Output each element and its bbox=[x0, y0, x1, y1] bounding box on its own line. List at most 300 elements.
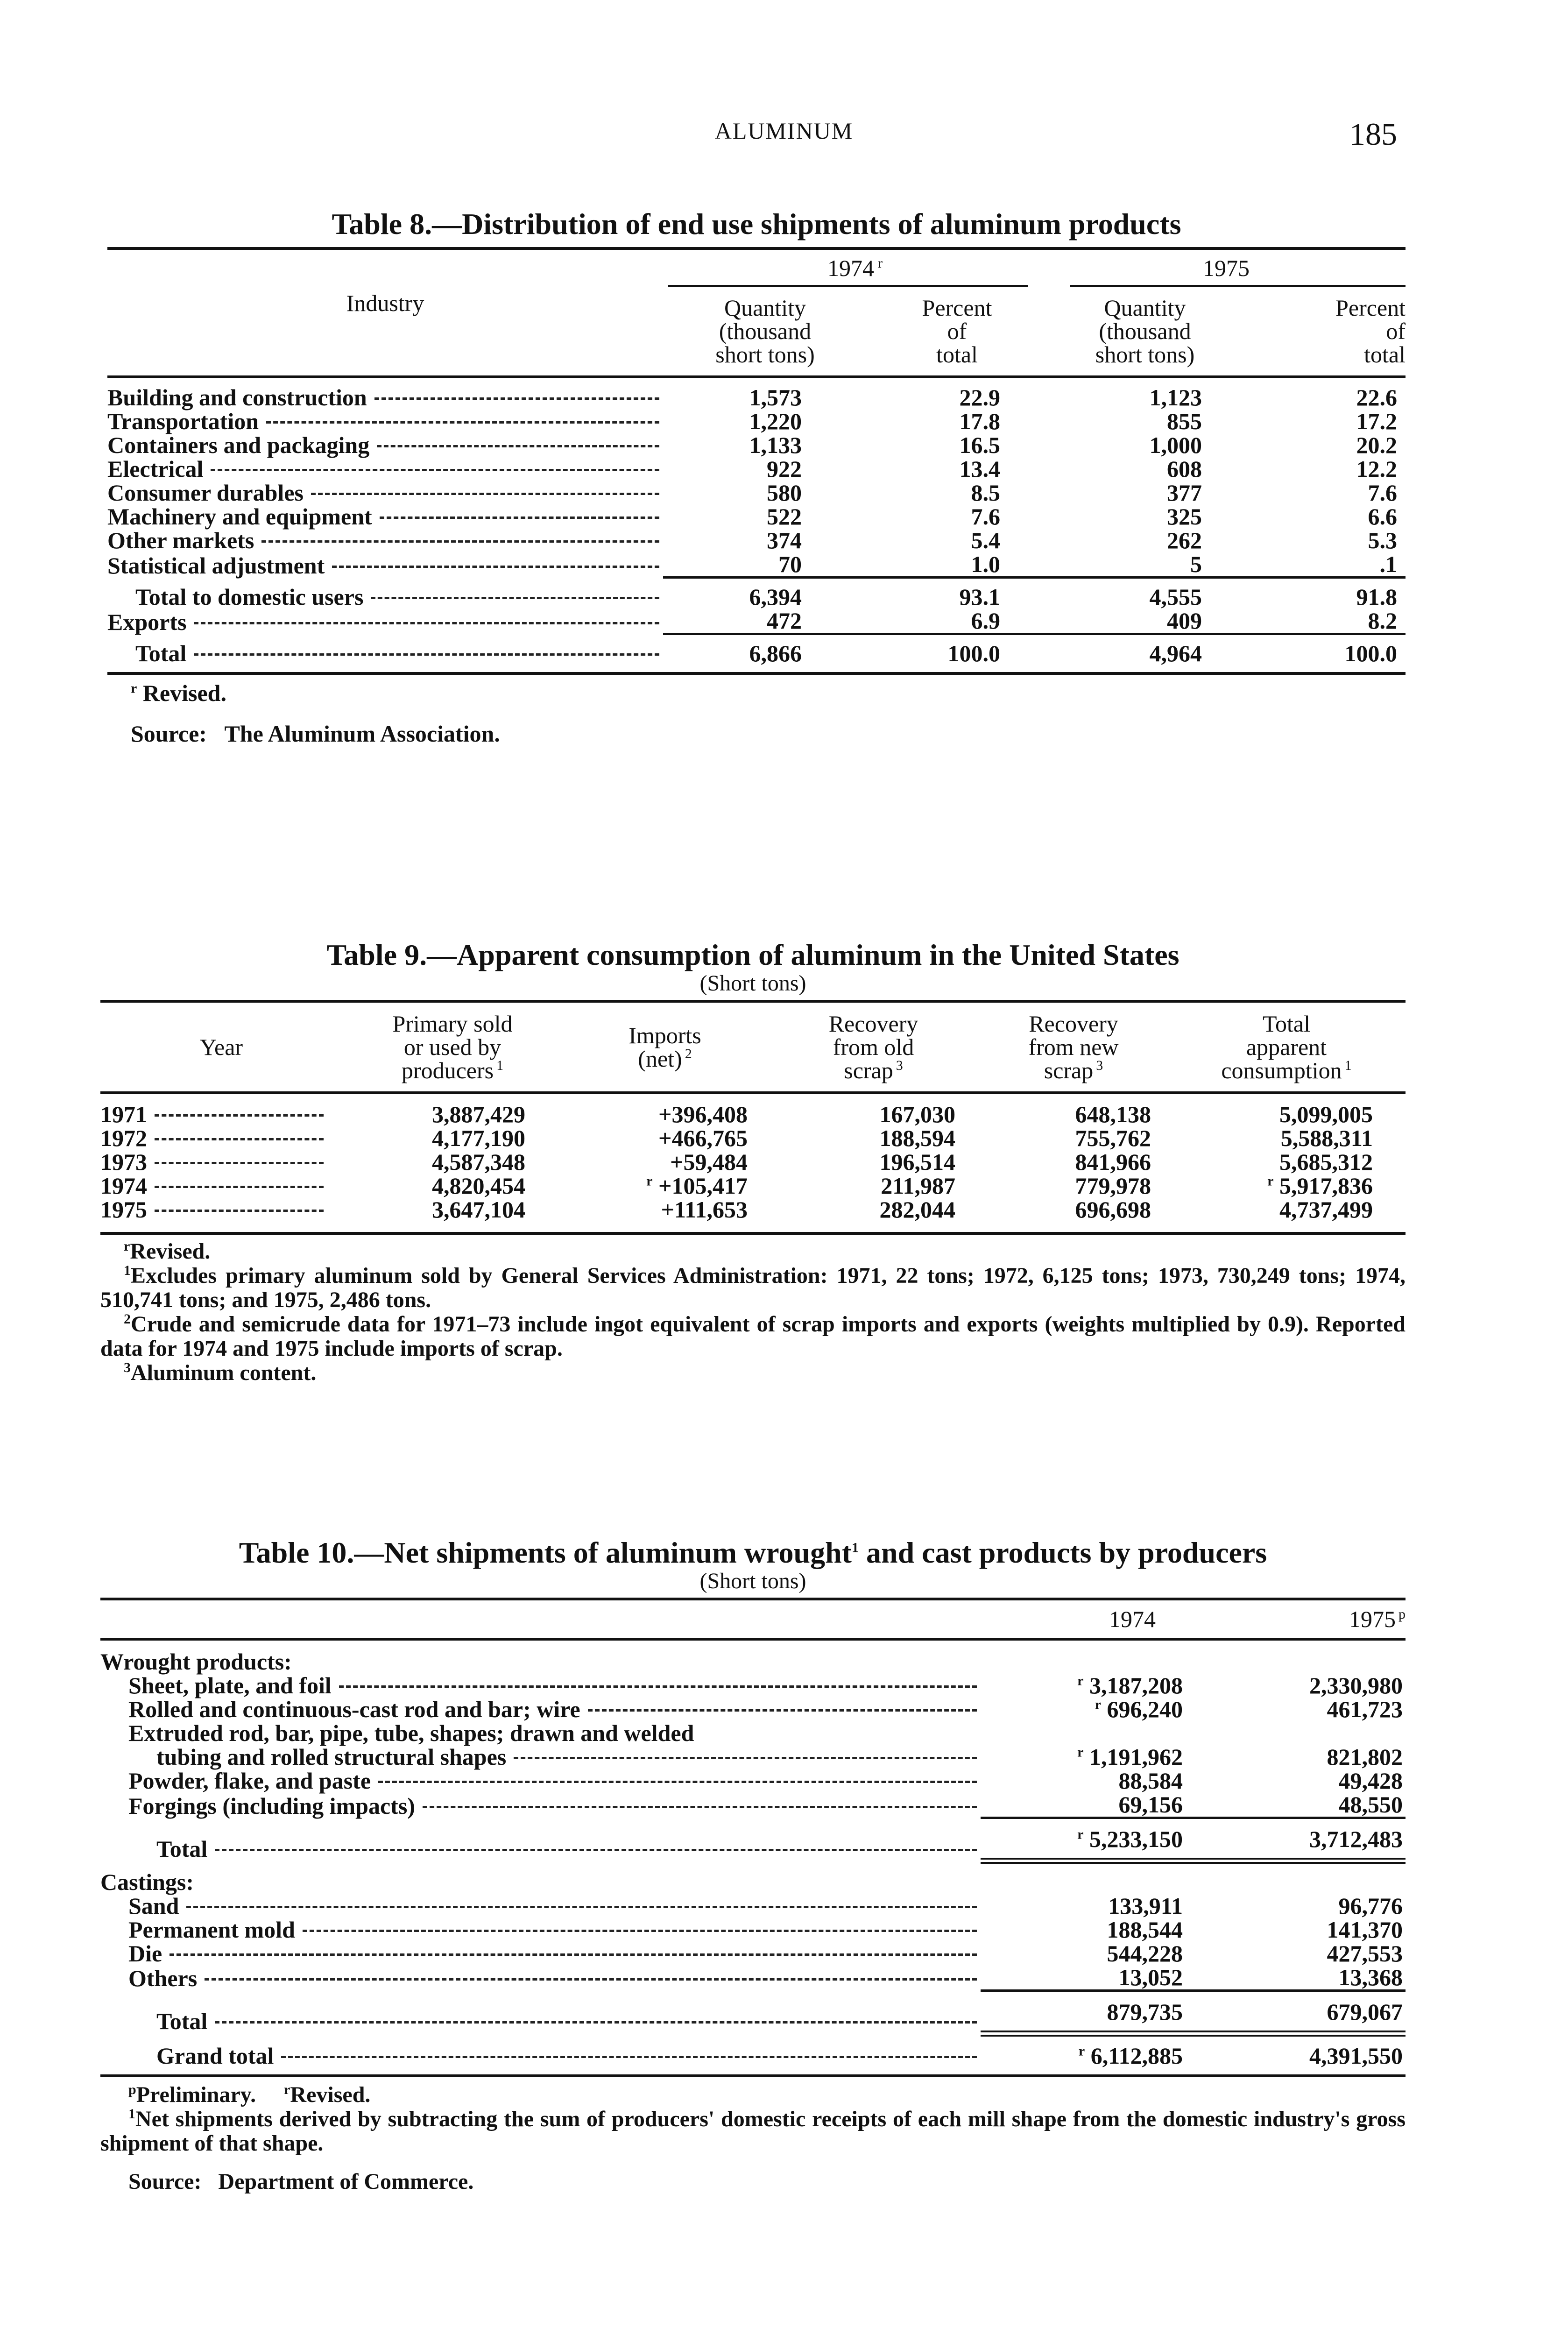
value: 472 bbox=[767, 608, 802, 634]
dot-leader bbox=[155, 1210, 324, 1212]
value-cell bbox=[663, 377, 867, 410]
row-label-text: Containers and packaging bbox=[107, 432, 370, 458]
dot-leader bbox=[377, 445, 659, 447]
footnote-text: Preliminary. bbox=[136, 2082, 256, 2107]
row-label bbox=[100, 1818, 981, 1861]
value-cell bbox=[981, 1674, 1193, 1698]
dot-leader bbox=[332, 566, 659, 568]
column-header-2 bbox=[563, 1001, 767, 1093]
value-cell bbox=[767, 1126, 980, 1150]
table-row bbox=[100, 1894, 1406, 1918]
value-cell bbox=[981, 1698, 1193, 1721]
value: 922 bbox=[767, 456, 802, 482]
value-cell bbox=[1167, 1198, 1406, 1233]
row-label bbox=[107, 433, 663, 457]
value-cell bbox=[980, 1126, 1167, 1150]
row-label bbox=[100, 1918, 981, 1942]
value: 22.9 bbox=[959, 384, 1000, 410]
table-row bbox=[100, 1093, 1406, 1126]
footnote-r bbox=[100, 1239, 1406, 1264]
row-label-text: Machinery and equipment bbox=[107, 503, 372, 530]
value-cell bbox=[663, 481, 867, 505]
value: 3,887,429 bbox=[432, 1101, 525, 1127]
row-label bbox=[100, 2033, 981, 2076]
row-label bbox=[107, 552, 663, 578]
value: 5,685,312 bbox=[1279, 1149, 1373, 1175]
value: 196,514 bbox=[879, 1149, 955, 1175]
table-row bbox=[107, 529, 1406, 552]
value: 188,544 bbox=[1107, 1916, 1183, 1943]
group-rule bbox=[1070, 285, 1406, 287]
value-cell bbox=[767, 1198, 980, 1233]
value-cell bbox=[767, 1093, 980, 1126]
row-label-wrap bbox=[128, 1698, 981, 1721]
value: 1,191,962 bbox=[1089, 1744, 1183, 1770]
value-cell bbox=[981, 1990, 1193, 2033]
column-header-row bbox=[100, 1599, 1406, 1639]
value: 22.6 bbox=[1356, 384, 1397, 410]
row-label-text: 1972 bbox=[100, 1125, 147, 1151]
table-row bbox=[107, 609, 1406, 634]
value-cell bbox=[1243, 457, 1406, 481]
row-label-wrap bbox=[128, 1918, 981, 1942]
value-cell bbox=[1047, 377, 1243, 410]
row-label-text: tubing and rolled structural shapes bbox=[156, 1744, 507, 1770]
row-label-wrap bbox=[128, 1769, 981, 1793]
footnote-p-r bbox=[100, 2083, 1406, 2107]
table-10-grid bbox=[100, 1598, 1406, 2077]
column-header: Percent of total bbox=[922, 295, 992, 368]
value-cell bbox=[663, 410, 867, 433]
row-label-wrap bbox=[128, 1674, 981, 1698]
row-label-text: Other markets bbox=[107, 527, 254, 553]
row-label bbox=[107, 578, 663, 609]
value-cell bbox=[663, 578, 867, 609]
row-label-wrap bbox=[156, 1745, 981, 1769]
row-label bbox=[100, 1861, 981, 1894]
dot-leader bbox=[303, 1930, 977, 1932]
value: 5.4 bbox=[971, 527, 1000, 553]
value: 4,555 bbox=[1149, 584, 1202, 610]
row-label-wrap bbox=[107, 481, 663, 505]
value-cell bbox=[981, 1745, 1193, 1769]
value: .1 bbox=[1379, 551, 1397, 577]
column-header-4 bbox=[980, 1001, 1167, 1093]
row-label-wrap bbox=[100, 1174, 342, 1198]
dot-leader bbox=[371, 597, 659, 599]
row-label-text: Total to domestic users bbox=[135, 584, 364, 610]
value: 6.9 bbox=[971, 608, 1000, 634]
value-cell bbox=[663, 529, 867, 552]
table-row bbox=[100, 1818, 1406, 1861]
dot-leader bbox=[194, 653, 659, 656]
value: +396,408 bbox=[658, 1101, 748, 1127]
row-label-wrap bbox=[107, 505, 663, 529]
dot-leader bbox=[311, 493, 659, 495]
value: 696,698 bbox=[1075, 1196, 1151, 1223]
dot-leader bbox=[155, 1114, 324, 1117]
value-cell bbox=[981, 1793, 1193, 1818]
value: 6.6 bbox=[1368, 503, 1397, 530]
value: 6,394 bbox=[749, 584, 802, 610]
row-label bbox=[107, 634, 663, 674]
value-cell bbox=[1193, 1990, 1406, 2033]
value: 374 bbox=[767, 527, 802, 553]
value-cell bbox=[1243, 552, 1406, 578]
row-label bbox=[100, 1198, 342, 1233]
value-cell bbox=[663, 505, 867, 529]
value: 6,866 bbox=[749, 640, 802, 666]
header-text: Recovery from old scrap bbox=[828, 1011, 918, 1083]
footnote-text: Crude and semicrude data for 1971–73 include ingot equivalent of scrap imports and exports (weights multiplied by 0.9). Reported data for 1974 and 1975 include imports of scrap. bbox=[100, 1312, 1406, 1361]
footnote-marker: r bbox=[284, 2081, 290, 2097]
dot-leader bbox=[423, 1806, 977, 1808]
value: 522 bbox=[767, 503, 802, 530]
value: 91.8 bbox=[1356, 584, 1397, 610]
row-label-wrap bbox=[128, 1794, 981, 1818]
revised-marker: r bbox=[1077, 1673, 1084, 1689]
revised-marker: r bbox=[646, 1173, 653, 1189]
row-label-wrap bbox=[100, 1650, 981, 1674]
value: 13.4 bbox=[959, 456, 1000, 482]
row-label-wrap bbox=[107, 554, 663, 578]
value: 841,966 bbox=[1075, 1149, 1151, 1175]
value-cell bbox=[981, 1966, 1193, 1991]
value-cell bbox=[980, 1174, 1167, 1198]
row-label-wrap bbox=[107, 529, 663, 552]
row-label-text: Powder, flake, and paste bbox=[128, 1768, 371, 1794]
value: 6,112,885 bbox=[1090, 2042, 1183, 2069]
value: 93.1 bbox=[959, 584, 1000, 610]
empty-cell bbox=[1193, 1861, 1406, 1894]
value-cell bbox=[563, 1198, 767, 1233]
value-cell bbox=[980, 1198, 1167, 1233]
table-row bbox=[100, 1126, 1406, 1150]
row-label bbox=[100, 1674, 981, 1698]
value: 1,000 bbox=[1149, 432, 1202, 458]
row-label-text: Statistical adjustment bbox=[107, 552, 325, 579]
table-row bbox=[107, 634, 1406, 674]
dot-leader bbox=[380, 517, 659, 519]
table-row bbox=[100, 1990, 1406, 2033]
footnote-marker: 3 bbox=[124, 1360, 131, 1375]
value: +466,765 bbox=[658, 1125, 748, 1151]
value-cell bbox=[663, 609, 867, 634]
value-cell bbox=[663, 433, 867, 457]
dot-leader bbox=[211, 469, 659, 471]
column-header-3 bbox=[767, 1001, 980, 1093]
value-cell bbox=[1047, 410, 1243, 433]
value-cell bbox=[767, 1174, 980, 1198]
footnote-marker: 1 bbox=[128, 2106, 135, 2122]
header-text: Year bbox=[199, 1034, 243, 1060]
value: 69,156 bbox=[1118, 1791, 1183, 1818]
value: 5,917,836 bbox=[1279, 1173, 1373, 1199]
value-cell bbox=[867, 457, 1047, 481]
value-cell bbox=[1193, 1769, 1406, 1793]
title-text: Table 10.—Net shipments of aluminum wrought bbox=[239, 1536, 852, 1569]
title-text-cont: and cast products by producers bbox=[858, 1536, 1267, 1569]
row-label bbox=[100, 1721, 981, 1745]
dot-leader bbox=[194, 622, 659, 624]
row-label-text: Wrought products: bbox=[100, 1649, 292, 1675]
revised-marker: r bbox=[1095, 1697, 1101, 1712]
title-footnote-ref: 1 bbox=[851, 1540, 859, 1556]
table-row bbox=[100, 1942, 1406, 1966]
blank bbox=[107, 248, 663, 291]
group-header-row bbox=[107, 248, 1406, 291]
value-cell bbox=[981, 1769, 1193, 1793]
row-label bbox=[100, 1942, 981, 1966]
value-cell bbox=[1193, 1674, 1406, 1698]
empty-cell bbox=[981, 1639, 1193, 1674]
header-footnote-ref: 1 bbox=[496, 1058, 504, 1074]
row-label-text: 1971 bbox=[100, 1101, 147, 1127]
row-label bbox=[100, 1150, 342, 1174]
value: 4,964 bbox=[1149, 640, 1202, 666]
row-label bbox=[100, 1093, 342, 1126]
value: 4,587,348 bbox=[432, 1149, 525, 1175]
group-year: 1974 bbox=[827, 255, 874, 281]
col-industry: Industry bbox=[346, 290, 424, 316]
value-cell bbox=[663, 634, 867, 674]
value-cell bbox=[1167, 1126, 1406, 1150]
table-9 bbox=[100, 939, 1406, 1385]
value-cell bbox=[1047, 505, 1243, 529]
row-label-text: Extruded rod, bar, pipe, tube, shapes; drawn and welded bbox=[128, 1720, 694, 1746]
value: 96,776 bbox=[1338, 1892, 1403, 1919]
row-label-text: Total bbox=[156, 2008, 208, 2034]
value: 282,044 bbox=[879, 1196, 955, 1223]
value: 20.2 bbox=[1356, 432, 1397, 458]
value: 1,573 bbox=[749, 384, 802, 410]
value: 679,067 bbox=[1327, 1998, 1403, 2025]
value: 855 bbox=[1167, 408, 1202, 434]
value-cell bbox=[663, 552, 867, 578]
row-label bbox=[100, 1126, 342, 1150]
value-cell bbox=[1167, 1174, 1406, 1198]
row-label-wrap bbox=[156, 2044, 981, 2068]
footnote-1 bbox=[100, 1264, 1406, 1312]
value: 100.0 bbox=[947, 640, 1000, 666]
source-label: Source: bbox=[128, 2169, 202, 2194]
value: 3,647,104 bbox=[432, 1196, 525, 1223]
value: 608 bbox=[1167, 456, 1202, 482]
value-cell bbox=[867, 609, 1047, 634]
value: 779,978 bbox=[1075, 1173, 1151, 1199]
row-label-text: 1974 bbox=[100, 1173, 147, 1199]
group-rule bbox=[668, 285, 1028, 287]
value-cell bbox=[342, 1150, 563, 1174]
column-note: p bbox=[1398, 1606, 1406, 1622]
row-label bbox=[100, 1639, 981, 1674]
value: 70 bbox=[778, 551, 802, 577]
value-cell bbox=[342, 1198, 563, 1233]
row-label bbox=[100, 1894, 981, 1918]
year-group-1974 bbox=[663, 248, 1047, 291]
table-8-title: Table 8.—Distribution of end use shipments of aluminum products bbox=[332, 207, 1181, 241]
empty-cell bbox=[981, 1861, 1193, 1894]
column-header-1975 bbox=[1193, 1599, 1406, 1639]
value: 8.2 bbox=[1368, 608, 1397, 634]
dot-leader bbox=[374, 397, 659, 400]
revised-marker: r bbox=[1078, 2043, 1085, 2059]
row-label-wrap bbox=[100, 1198, 342, 1222]
footnote-text: Aluminum content. bbox=[131, 1360, 317, 1385]
value-cell bbox=[1193, 1745, 1406, 1769]
value-cell bbox=[563, 1093, 767, 1126]
table-row bbox=[107, 552, 1406, 578]
empty-cell bbox=[1193, 1639, 1406, 1674]
value: 262 bbox=[1167, 527, 1202, 553]
value-cell bbox=[867, 410, 1047, 433]
value-cell bbox=[1243, 481, 1406, 505]
row-label bbox=[107, 529, 663, 552]
value-cell bbox=[563, 1174, 767, 1198]
row-label-wrap bbox=[107, 457, 663, 481]
value: 879,735 bbox=[1107, 1998, 1183, 2025]
column-header: Percent of total bbox=[1335, 295, 1406, 368]
value: 544,228 bbox=[1107, 1940, 1183, 1967]
footnote-marker: r bbox=[124, 1238, 130, 1254]
section-heading bbox=[100, 1721, 1406, 1745]
value-cell bbox=[1243, 609, 1406, 634]
table-row bbox=[100, 1793, 1406, 1818]
row-label bbox=[107, 481, 663, 505]
value: 1,133 bbox=[749, 432, 802, 458]
value-cell bbox=[1193, 1918, 1406, 1942]
row-label-text: Total bbox=[135, 640, 187, 666]
footnote-marker: 2 bbox=[124, 1311, 131, 1327]
row-label-wrap bbox=[156, 2010, 981, 2033]
header-text: Recovery from new scrap bbox=[1028, 1011, 1119, 1083]
section-heading bbox=[100, 1639, 1406, 1674]
row-label-wrap bbox=[100, 1150, 342, 1174]
column-header: Quantity (thousand short tons) bbox=[1095, 295, 1195, 368]
value-cell bbox=[1243, 634, 1406, 674]
table-10-title bbox=[100, 1536, 1406, 1569]
value: 1.0 bbox=[971, 551, 1000, 577]
value: 5 bbox=[1190, 551, 1202, 577]
row-label-text: Consumer durables bbox=[107, 480, 304, 506]
value: 409 bbox=[1167, 608, 1202, 634]
value-cell bbox=[342, 1174, 563, 1198]
dot-leader bbox=[261, 540, 659, 543]
value-cell bbox=[1167, 1093, 1406, 1126]
header-text: Primary sold or used by producers bbox=[392, 1011, 513, 1083]
row-label bbox=[100, 1793, 981, 1818]
value: 2,330,980 bbox=[1309, 1672, 1403, 1698]
value-cell bbox=[867, 433, 1047, 457]
row-label-text: Exports bbox=[107, 609, 187, 635]
row-label-wrap bbox=[128, 1967, 981, 1990]
table-row bbox=[107, 433, 1406, 457]
footnote-marker: r bbox=[131, 680, 137, 696]
footnote-marker: p bbox=[128, 2081, 136, 2097]
table-10 bbox=[100, 1536, 1406, 2194]
dot-leader bbox=[378, 1781, 977, 1783]
dot-leader bbox=[514, 1757, 977, 1759]
value-cell bbox=[1243, 410, 1406, 433]
value: 17.2 bbox=[1356, 408, 1397, 434]
row-label-wrap bbox=[107, 610, 663, 634]
group-year: 1975 bbox=[1203, 255, 1250, 281]
value-cell bbox=[767, 1150, 980, 1174]
value-cell bbox=[981, 1818, 1193, 1861]
table-9-grid bbox=[100, 1000, 1406, 1235]
row-label bbox=[100, 1698, 981, 1721]
value-cell bbox=[1243, 377, 1406, 410]
value-cell bbox=[1047, 433, 1243, 457]
table-row bbox=[100, 1966, 1406, 1991]
dot-leader bbox=[215, 2021, 977, 2024]
blank-header bbox=[100, 1599, 981, 1639]
value-cell bbox=[867, 529, 1047, 552]
row-label-wrap bbox=[107, 433, 663, 457]
value-cell bbox=[1047, 552, 1243, 578]
row-label-text: Building and construction bbox=[107, 384, 367, 410]
row-label-wrap bbox=[128, 1721, 981, 1745]
value-cell bbox=[1193, 1818, 1406, 1861]
value: 88,584 bbox=[1118, 1768, 1183, 1794]
value: 580 bbox=[767, 480, 802, 506]
group-note: r bbox=[878, 255, 883, 271]
value: 5.3 bbox=[1368, 527, 1397, 553]
table-row bbox=[107, 578, 1406, 609]
column-year: 1974 bbox=[1109, 1606, 1156, 1632]
value: 7.6 bbox=[1368, 480, 1397, 506]
value: 821,802 bbox=[1327, 1744, 1403, 1770]
value: 12.2 bbox=[1356, 456, 1397, 482]
value-cell bbox=[981, 1918, 1193, 1942]
value-cell bbox=[867, 552, 1047, 578]
table-row bbox=[107, 481, 1406, 505]
column-header-row bbox=[107, 291, 1406, 377]
value-cell bbox=[1243, 505, 1406, 529]
value: 100.0 bbox=[1344, 640, 1397, 666]
revised-marker: r bbox=[1077, 1826, 1084, 1842]
section-heading bbox=[100, 1861, 1406, 1894]
row-label-text: Electrical bbox=[107, 456, 204, 482]
table-row bbox=[107, 457, 1406, 481]
source-label: Source: bbox=[131, 721, 207, 747]
row-label-wrap bbox=[107, 386, 663, 410]
value: 461,723 bbox=[1327, 1696, 1403, 1722]
row-label bbox=[100, 1990, 981, 2033]
table-row bbox=[100, 1674, 1406, 1698]
row-label-text: Transportation bbox=[107, 408, 259, 434]
footnote-1 bbox=[100, 2107, 1406, 2156]
row-label bbox=[100, 1769, 981, 1793]
table-8 bbox=[107, 208, 1406, 746]
value-cell bbox=[867, 634, 1047, 674]
dot-leader bbox=[215, 1849, 977, 1851]
row-label bbox=[107, 410, 663, 433]
revised-marker: r bbox=[1077, 1744, 1084, 1760]
row-label-wrap bbox=[156, 1837, 981, 1861]
table-8-grid bbox=[107, 247, 1406, 675]
value-cell bbox=[1193, 1966, 1406, 1991]
value-cell bbox=[981, 1894, 1193, 1918]
header-footnote-ref: 3 bbox=[1096, 1058, 1103, 1074]
source-text: Department of Commerce. bbox=[218, 2169, 474, 2194]
year-group-1975 bbox=[1047, 248, 1406, 291]
value-cell bbox=[1243, 433, 1406, 457]
value-cell bbox=[1047, 634, 1243, 674]
dot-leader bbox=[155, 1186, 324, 1188]
row-label-text: Total bbox=[156, 1835, 208, 1862]
value: 16.5 bbox=[959, 432, 1000, 458]
